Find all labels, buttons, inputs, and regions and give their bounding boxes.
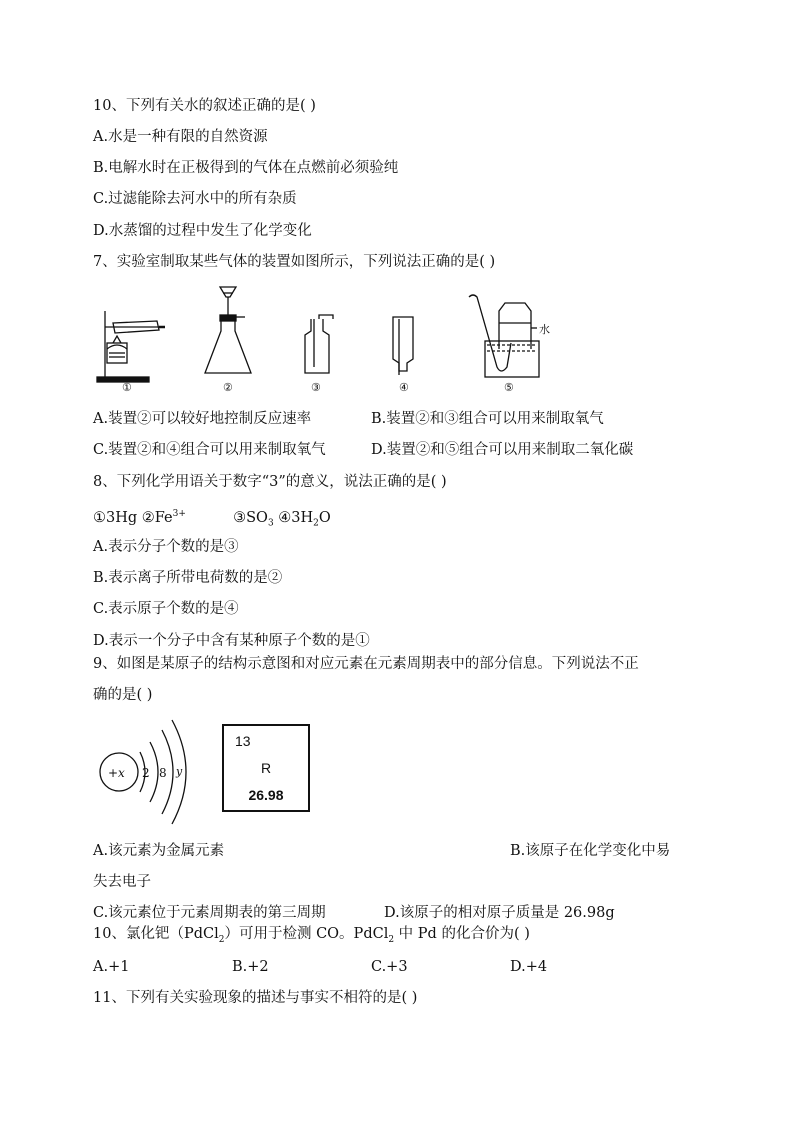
question-9-stem-line-1: 9、如图是某原子的结构示意图和对应元素在元素周期表中的部分信息。下列说法不正 <box>93 656 639 672</box>
question-8-option-c: C.表示原子个数的是④ <box>93 601 239 617</box>
formula-mark-4: ④ <box>278 509 292 526</box>
apparatus-2-label: ② <box>223 381 233 394</box>
formula-4-part-b: O <box>318 509 331 526</box>
nucleus-label: +x <box>108 766 125 780</box>
apparatus-5-water-trough <box>469 295 539 377</box>
question-8-option-b: B.表示离子所带电荷数的是② <box>93 570 283 586</box>
shell-3-electrons: y <box>176 765 183 778</box>
atom-structure-diagram <box>96 716 206 816</box>
question-8-option-a: A.表示分子个数的是③ <box>93 539 239 555</box>
question-10b-option-c: C.+3 <box>371 959 408 975</box>
q10b-stem-part-c: 中 Pd 的化合价为( ) <box>394 926 530 942</box>
question-10b-option-a: A.+1 <box>93 959 130 975</box>
gas-apparatus-figure <box>93 283 550 395</box>
formula-4-part-a: 3H <box>291 509 314 526</box>
shell-1-electrons: 2 <box>142 766 150 780</box>
question-8-stem: 8、下列化学用语关于数字“3”的意义，说法正确的是( ) <box>93 474 447 490</box>
question-10a-option-a: A.水是一种有限的自然资源 <box>93 129 268 145</box>
apparatus-5-label: ⑤ <box>504 381 514 394</box>
apparatus-1-heating <box>97 311 165 382</box>
apparatus-2-conical-flask <box>205 287 251 373</box>
question-10b-option-d: D.+4 <box>510 959 548 975</box>
question-9-option-b-line-2: 失去电子 <box>93 874 151 890</box>
formula-2-charge: 3+ <box>172 509 186 519</box>
question-7-option-c: C.装置②和④组合可以用来制取氧气 <box>93 442 326 458</box>
question-7-option-d: D.装置②和⑤组合可以用来制取二氧化碳 <box>371 442 634 458</box>
element-symbol: R <box>260 760 272 776</box>
question-7-option-b: B.装置②和③组合可以用来制取氧气 <box>371 411 604 427</box>
formula-3: SO <box>246 509 268 526</box>
question-10b-stem <box>93 924 530 950</box>
formula-1: 3Hg <box>106 509 138 526</box>
atomic-number: 13 <box>235 733 251 749</box>
question-7-option-a: A.装置②可以较好地控制反应速率 <box>93 411 312 427</box>
q10b-subscript-2: 2 <box>388 934 395 945</box>
question-8-formulas <box>93 504 331 534</box>
question-9-stem-line-2: 确的是( ) <box>93 687 153 703</box>
question-8-option-d: D.表示一个分子中含有某种原子个数的是① <box>93 633 370 649</box>
question-10a-stem: 10、下列有关水的叙述正确的是( ) <box>93 98 316 114</box>
question-9-option-a: A.该元素为金属元素 <box>93 843 225 859</box>
q10b-subscript-1: 2 <box>218 934 225 945</box>
formula-2: Fe <box>154 509 173 526</box>
question-9-option-b-line-1: B.该原子在化学变化中易 <box>510 843 671 859</box>
water-label: 水 <box>539 323 550 336</box>
apparatus-4-label: ④ <box>399 381 409 394</box>
question-10a-option-c: C.过滤能除去河水中的所有杂质 <box>93 191 297 207</box>
formula-mark-2: ② <box>141 509 155 526</box>
periodic-table-cell <box>222 724 310 812</box>
formula-mark-3: ③ <box>233 509 247 526</box>
formula-4-subscript: 2 <box>313 518 319 529</box>
apparatus-1-label: ① <box>122 381 132 394</box>
apparatus-4-inverted-bottle <box>393 317 413 375</box>
apparatus-3-gas-bottle <box>305 315 333 373</box>
question-10a-option-d: D.水蒸馏的过程中发生了化学变化 <box>93 223 312 239</box>
question-9-option-c: C.该元素位于元素周期表的第三周期 <box>93 905 326 921</box>
atomic-mass: 26.98 <box>248 787 284 803</box>
question-9-option-d: D.该原子的相对原子质量是 26.98g <box>384 905 615 921</box>
question-7-stem: 7、实验室制取某些气体的装置如图所示，下列说法正确的是( ) <box>93 254 496 270</box>
question-11-stem: 11、下列有关实验现象的描述与事实不相符的是( ) <box>93 990 418 1006</box>
formula-3-subscript: 3 <box>267 518 274 529</box>
shell-2-electrons: 8 <box>159 766 167 780</box>
question-10b-option-b: B.+2 <box>232 959 269 975</box>
q10b-stem-part-a: 10、氯化钯（PdCl <box>93 926 219 942</box>
apparatus-3-label: ③ <box>311 381 321 394</box>
q10b-stem-part-b: ）可用于检测 CO。PdCl <box>224 926 389 942</box>
question-10a-option-b: B.电解水时在正极得到的气体在点燃前必须验纯 <box>93 160 399 176</box>
formula-mark-1: ① <box>93 509 106 526</box>
